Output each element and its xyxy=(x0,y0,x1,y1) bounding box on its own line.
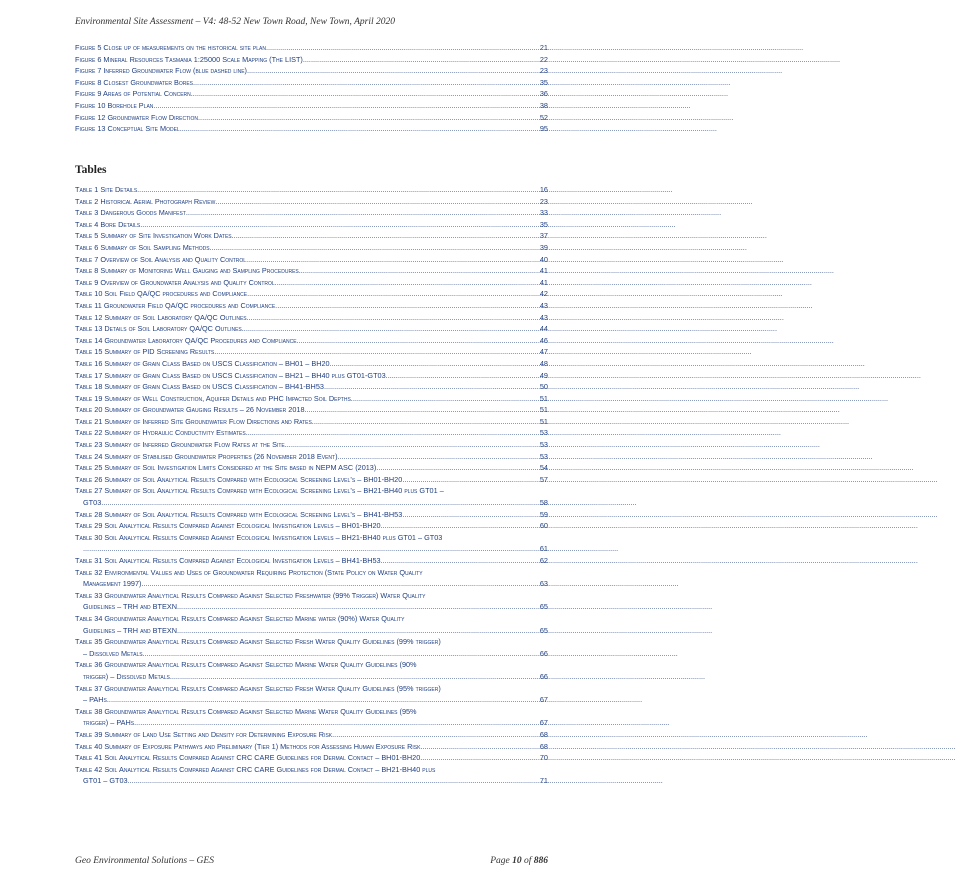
dot-leader xyxy=(248,254,539,266)
table-page-number: 57 xyxy=(539,474,548,484)
figure-title: Figure 8 Closest Groundwater Bores. xyxy=(75,77,196,87)
dot-leader xyxy=(402,509,539,521)
table-title: Table 7 Overview of Soil Analysis and Quality Control. xyxy=(75,254,249,264)
table-title: Table 28 Summary of Soil Analytical Results Compared with Ecological Screening Level’s – BH41-BH53 xyxy=(75,509,403,519)
figure-page-number: 52 xyxy=(539,112,548,122)
table-page-number: 60 xyxy=(539,521,548,531)
figure-entry[interactable] xyxy=(75,123,548,135)
table-entry[interactable] xyxy=(75,520,548,532)
table-title: Table 35 Groundwater Analytical Results Compared Against Selected Fresh Water Quality Guidelines (99% trigger) xyxy=(75,637,441,647)
dot-leader xyxy=(193,88,539,100)
table-title: Table 4 Bore Details xyxy=(75,219,141,229)
table-title: Table 26 Summary of Soil Analytical Results Compared with Ecological Screening Level’s – BH01-BH20 xyxy=(75,474,403,484)
dot-leader xyxy=(268,42,539,54)
table-title: Table 22 Summary of Hydraulic Conductivity Estimates xyxy=(75,428,246,438)
dot-leader xyxy=(186,207,539,219)
dot-leader xyxy=(420,752,539,764)
figure-page-number: 22 xyxy=(539,54,548,64)
dot-leader xyxy=(383,555,539,567)
table-title: Table 33 Groundwater Analytical Results Compared Against Selected Freshwater (99% Trigger) Water Quality xyxy=(75,590,426,600)
table-page-number: 33 xyxy=(539,208,548,218)
table-title: Table 25 Summary of Soil Investigation Limits Considered at the Site based in NEPM ASC (2013). xyxy=(75,463,379,473)
dot-leader xyxy=(155,100,538,112)
table-entry[interactable] xyxy=(75,358,548,370)
figure-title: Figure 10 Borehole Plan. xyxy=(75,100,156,110)
table-page-number: 47 xyxy=(539,347,548,357)
table-title: Table 30 Soil Analytical Results Compared Against Ecological Investigation Levels – BH21-BH40 plus GT01 – GT03 xyxy=(75,532,443,542)
dot-leader xyxy=(177,601,539,613)
dot-leader xyxy=(299,335,539,347)
table-entry[interactable] xyxy=(75,509,548,521)
table-page-number: 68 xyxy=(539,729,548,739)
dot-leader xyxy=(246,427,539,439)
figure-entry[interactable] xyxy=(75,42,548,54)
table-entry[interactable] xyxy=(75,462,548,474)
figure-entry[interactable] xyxy=(75,54,548,66)
dot-leader xyxy=(330,358,539,370)
table-title-continued: Management 1997). xyxy=(83,579,144,589)
table-entry[interactable] xyxy=(75,427,548,439)
table-page-number: 16 xyxy=(539,185,548,194)
figure-entry[interactable] xyxy=(75,88,548,100)
table-entry[interactable] xyxy=(75,265,548,277)
dot-leader xyxy=(216,346,539,358)
table-entry[interactable] xyxy=(75,381,548,393)
table-title: Table 23 Summary of Inferred Groundwater Flow Rates at the Site xyxy=(75,440,285,450)
dot-leader xyxy=(324,381,539,393)
table-page-number: 62 xyxy=(539,556,548,565)
figure-entry[interactable] xyxy=(75,100,548,112)
dot-leader xyxy=(299,265,539,277)
dot-leader xyxy=(338,451,539,463)
figure-page-number: 35 xyxy=(539,77,548,87)
table-title: Table 31 Soil Analytical Results Compared Against Ecological Investigation Levels – BH41-BH53. xyxy=(75,556,383,565)
figure-title: Figure 12 Groundwater Flow Direction xyxy=(75,112,199,122)
table-page-number: 51 xyxy=(539,393,548,403)
figure-page-number: 95 xyxy=(539,124,548,134)
figure-entry[interactable] xyxy=(75,77,548,89)
table-page-number: 63 xyxy=(539,579,548,589)
table-title: Table 29 Soil Analytical Results Compared Against Ecological Investigation Levels – BH01-BH20. xyxy=(75,521,383,531)
table-title: Table 14 Groundwater Laboratory QA/QC Procedures and Compliance. xyxy=(75,335,299,345)
dot-leader xyxy=(177,625,539,637)
table-title-continued: Guidelines – TRH and BTEXN xyxy=(83,602,177,612)
table-entry[interactable] xyxy=(75,242,548,254)
dot-leader xyxy=(314,416,539,428)
table-page-number: 65 xyxy=(539,625,548,635)
table-title: Table 15 Summary of PID Screening Results. xyxy=(75,347,217,357)
dot-leader xyxy=(353,393,539,405)
table-entry[interactable] xyxy=(75,706,548,729)
table-title: Table 3 Dangerous Goods Manifest xyxy=(75,208,186,218)
table-title: Table 1 Site Details xyxy=(75,185,138,194)
footer-page-number xyxy=(490,856,548,866)
dot-leader xyxy=(143,648,539,660)
table-page-number: 71 xyxy=(539,776,548,786)
dot-leader xyxy=(277,300,539,312)
dot-leader xyxy=(247,65,539,77)
figure-title: Figure 6 Mineral Resources Tasmania 1:25000 Scale Mapping (The LIST). xyxy=(75,54,305,64)
dot-leader xyxy=(143,578,538,590)
dot-leader xyxy=(128,775,539,787)
table-page-number: 67 xyxy=(539,718,548,728)
table-page-number: 66 xyxy=(539,671,548,681)
table-page-number: 41 xyxy=(539,266,548,276)
table-title-continued: – Dissolved Metals xyxy=(83,648,143,658)
table-page-number: 35 xyxy=(539,219,548,229)
table-entry[interactable] xyxy=(75,636,548,659)
footer-page-total: 886 xyxy=(533,856,548,866)
table-title: Table 8 Summary of Monitoring Well Gauging and Sampling Procedures xyxy=(75,266,299,276)
table-page-number: 53 xyxy=(539,451,548,461)
dot-leader xyxy=(212,242,539,254)
footer-page-current: 10 xyxy=(512,856,522,866)
dot-leader xyxy=(182,123,539,135)
table-page-number: 37 xyxy=(539,231,548,241)
dot-leader xyxy=(217,196,539,208)
table-entry[interactable] xyxy=(75,184,548,196)
dot-leader xyxy=(277,277,539,289)
table-entry[interactable] xyxy=(75,764,548,787)
table-entry[interactable] xyxy=(75,254,548,266)
table-page-number: 61 xyxy=(539,544,548,554)
figure-title: Figure 5 Close up of measurements on the historical site plan. xyxy=(75,43,268,52)
figure-page-number: 38 xyxy=(539,100,548,110)
table-entry[interactable] xyxy=(75,288,548,300)
table-title: Table 40 Summary of Exposure Pathways and Preliminary (Tier 1) Methods for Assessing Human Exposure Risk xyxy=(75,741,421,751)
table-entry[interactable] xyxy=(75,532,548,555)
table-title: Table 9 Overview of Groundwater Analysis and Quality Control. xyxy=(75,277,277,287)
table-page-number: 53 xyxy=(539,440,548,450)
table-page-number: 53 xyxy=(539,428,548,438)
dot-leader xyxy=(332,729,539,741)
table-entry[interactable] xyxy=(75,439,548,451)
table-title: Table 32 Environmental Values and Uses of Groundwater Requiring Protection (State Policy on Water Quality xyxy=(75,567,423,577)
table-title: Table 11 Groundwater Field QA/QC procedures and Compliance. xyxy=(75,300,278,310)
table-entry[interactable] xyxy=(75,404,548,416)
table-title: Table 13 Details of Soil Laboratory QA/QC Outlines xyxy=(75,324,242,334)
table-entry[interactable] xyxy=(75,683,548,706)
figures-list xyxy=(75,42,548,135)
table-title: Table 41 Soil Analytical Results Compared Against CRC CARE Guidelines for Dermal Contact – BH01-BH20 xyxy=(75,753,421,763)
table-title-continued: Guidelines – TRH and BTEXN xyxy=(83,625,177,635)
dot-leader xyxy=(101,497,539,509)
dot-leader xyxy=(134,717,539,729)
dot-leader xyxy=(386,370,539,382)
table-entry[interactable] xyxy=(75,416,548,428)
table-entry[interactable] xyxy=(75,219,548,231)
dot-leader xyxy=(107,694,539,706)
table-title-continued: trigger) – Dissolved Metals xyxy=(83,671,170,681)
dot-leader xyxy=(247,288,539,300)
figure-page-number: 36 xyxy=(539,89,548,99)
dot-leader xyxy=(170,671,539,683)
table-page-number: 59 xyxy=(539,509,548,519)
table-title-continued: – PAHs xyxy=(83,695,107,705)
table-title: Table 21 Summary of Inferred Site Groundwater Flow Directions and Rates. xyxy=(75,416,314,426)
table-title: Table 27 Summary of Soil Analytical Results Compared with Ecological Screening Level’s – BH21-BH40 plus GT01 – xyxy=(75,486,444,496)
table-entry[interactable] xyxy=(75,451,548,463)
table-page-number: 43 xyxy=(539,312,548,322)
tables-list xyxy=(75,184,548,787)
table-entry[interactable] xyxy=(75,741,548,753)
table-entry[interactable] xyxy=(75,474,548,486)
table-page-number: 68 xyxy=(539,741,548,751)
table-page-number: 40 xyxy=(539,254,548,264)
table-title: Table 10 Soil Field QA/QC procedures and Compliance xyxy=(75,289,248,299)
table-page-number: 50 xyxy=(539,382,548,392)
table-title: Table 20 Summary of Groundwater Gauging Results – 26 November 2018 xyxy=(75,405,305,415)
table-page-number: 66 xyxy=(539,648,548,658)
dot-leader xyxy=(83,543,539,555)
table-page-number: 46 xyxy=(539,335,548,345)
dot-leader xyxy=(402,474,539,486)
table-page-number: 51 xyxy=(539,405,548,415)
table-page-number: 43 xyxy=(539,300,548,310)
table-title: Table 16 Summary of Grain Class Based on USCS Classification – BH01 – BH20 xyxy=(75,358,330,368)
dot-leader xyxy=(378,462,539,474)
table-entry[interactable] xyxy=(75,729,548,741)
running-header: Environmental Site Assessment – V4: 48-52 New Town Road, New Town, April 2020 xyxy=(75,17,396,27)
table-title: Table 19 Summary of Well Construction, Aquifer Details and PHC Impacted Soil Depths. xyxy=(75,393,353,403)
table-title: Table 6 Summary of Soil Sampling Methods. xyxy=(75,242,212,252)
table-entry[interactable] xyxy=(75,370,548,382)
table-title-continued: GT03 xyxy=(83,498,102,508)
table-title: Table 34 Groundwater Analytical Results Compared Against Selected Marine water (90%) Water Quality xyxy=(75,613,405,623)
table-page-number: 58 xyxy=(539,498,548,508)
dot-leader xyxy=(198,112,539,124)
table-page-number: 65 xyxy=(539,602,548,612)
table-entry[interactable] xyxy=(75,555,548,567)
table-entry[interactable] xyxy=(75,393,548,405)
dot-leader xyxy=(137,184,539,196)
table-page-number: 51 xyxy=(539,416,548,426)
dot-leader xyxy=(232,230,539,242)
table-page-number: 48 xyxy=(539,358,548,368)
table-page-number: 44 xyxy=(539,324,548,334)
dot-leader xyxy=(305,404,539,416)
table-title: Table 36 Groundwater Analytical Results Compared Against Selected Marine Water Quality Guidelines (90% xyxy=(75,660,417,670)
tables-heading: Tables xyxy=(75,164,107,176)
table-title-continued: GT01 – GT03 xyxy=(83,776,128,786)
figure-title: Figure 7 Inferred Groundwater Flow (blue dashed line) xyxy=(75,66,247,76)
figure-entry[interactable] xyxy=(75,112,548,124)
table-entry[interactable] xyxy=(75,613,548,636)
table-title: Table 24 Summary of Stabilised Groundwater Properties (26 November 2018 Event) xyxy=(75,451,338,461)
table-page-number: 49 xyxy=(539,370,548,380)
table-entry[interactable] xyxy=(75,659,548,682)
table-title: Table 38 Groundwater Analytical Results Compared Against Selected Marine Water Quality Guidelines (95% xyxy=(75,706,417,716)
table-entry[interactable] xyxy=(75,196,548,208)
table-entry[interactable] xyxy=(75,300,548,312)
table-page-number: 67 xyxy=(539,695,548,705)
table-page-number: 70 xyxy=(539,753,548,763)
table-entry[interactable] xyxy=(75,346,548,358)
table-title: Table 39 Summary of Land Use Setting and Density for Determining Exposure Risk xyxy=(75,729,333,739)
figure-entry[interactable] xyxy=(75,65,548,77)
table-entry[interactable] xyxy=(75,277,548,289)
dot-leader xyxy=(140,219,539,231)
table-entry[interactable] xyxy=(75,590,548,613)
table-entry[interactable] xyxy=(75,323,548,335)
table-title: Table 17 Summary of Grain Class Based on USCS Classification – BH21 – BH40 plus GT01-GT03 xyxy=(75,370,386,380)
dot-leader xyxy=(242,323,539,335)
footer-of-label: of xyxy=(523,856,532,866)
table-page-number: 23 xyxy=(539,196,548,206)
footer-page-label: Page xyxy=(490,856,510,866)
table-title-continued: trigger) – PAHs xyxy=(83,718,135,728)
figure-page-number: 23 xyxy=(539,66,548,76)
table-entry[interactable] xyxy=(75,335,548,347)
table-entry[interactable] xyxy=(75,312,548,324)
dot-leader xyxy=(249,312,539,324)
table-title: Table 12 Summary of Soil Laboratory QA/QC Outlines. xyxy=(75,312,249,322)
dot-leader xyxy=(420,741,538,753)
table-entry[interactable] xyxy=(75,207,548,219)
table-page-number: 39 xyxy=(539,242,548,252)
dot-leader xyxy=(305,54,539,66)
dot-leader xyxy=(285,439,539,451)
table-title: Table 37 Groundwater Analytical Results Compared Against Selected Fresh Water Quality Guidelines (95% trigger) xyxy=(75,683,441,693)
dot-leader xyxy=(195,77,539,89)
footer-company: Geo Environmental Solutions – GES xyxy=(75,856,214,866)
table-title: Table 5 Summary of Site Investigation Work Dates xyxy=(75,231,232,241)
figure-page-number: 21 xyxy=(539,43,548,52)
table-entry[interactable] xyxy=(75,567,548,590)
table-entry[interactable] xyxy=(75,485,548,508)
table-entry[interactable] xyxy=(75,230,548,242)
figure-title: Figure 13 Conceptual Site Model. xyxy=(75,124,182,134)
dot-leader xyxy=(383,520,539,532)
table-title: Table 42 Soil Analytical Results Compared Against CRC CARE Guidelines for Dermal Contact – BH21-BH40 plus xyxy=(75,764,436,774)
table-entry[interactable] xyxy=(75,752,548,764)
table-page-number: 41 xyxy=(539,277,548,287)
table-title: Table 2 Historical Aerial Photograph Review. xyxy=(75,196,218,206)
table-title: Table 18 Summary of Grain Class Based on USCS Classification – BH41-BH53 xyxy=(75,382,324,392)
figure-title: Figure 9 Areas of Potential Concern. xyxy=(75,89,193,99)
table-page-number: 54 xyxy=(539,463,548,473)
table-page-number: 42 xyxy=(539,289,548,299)
